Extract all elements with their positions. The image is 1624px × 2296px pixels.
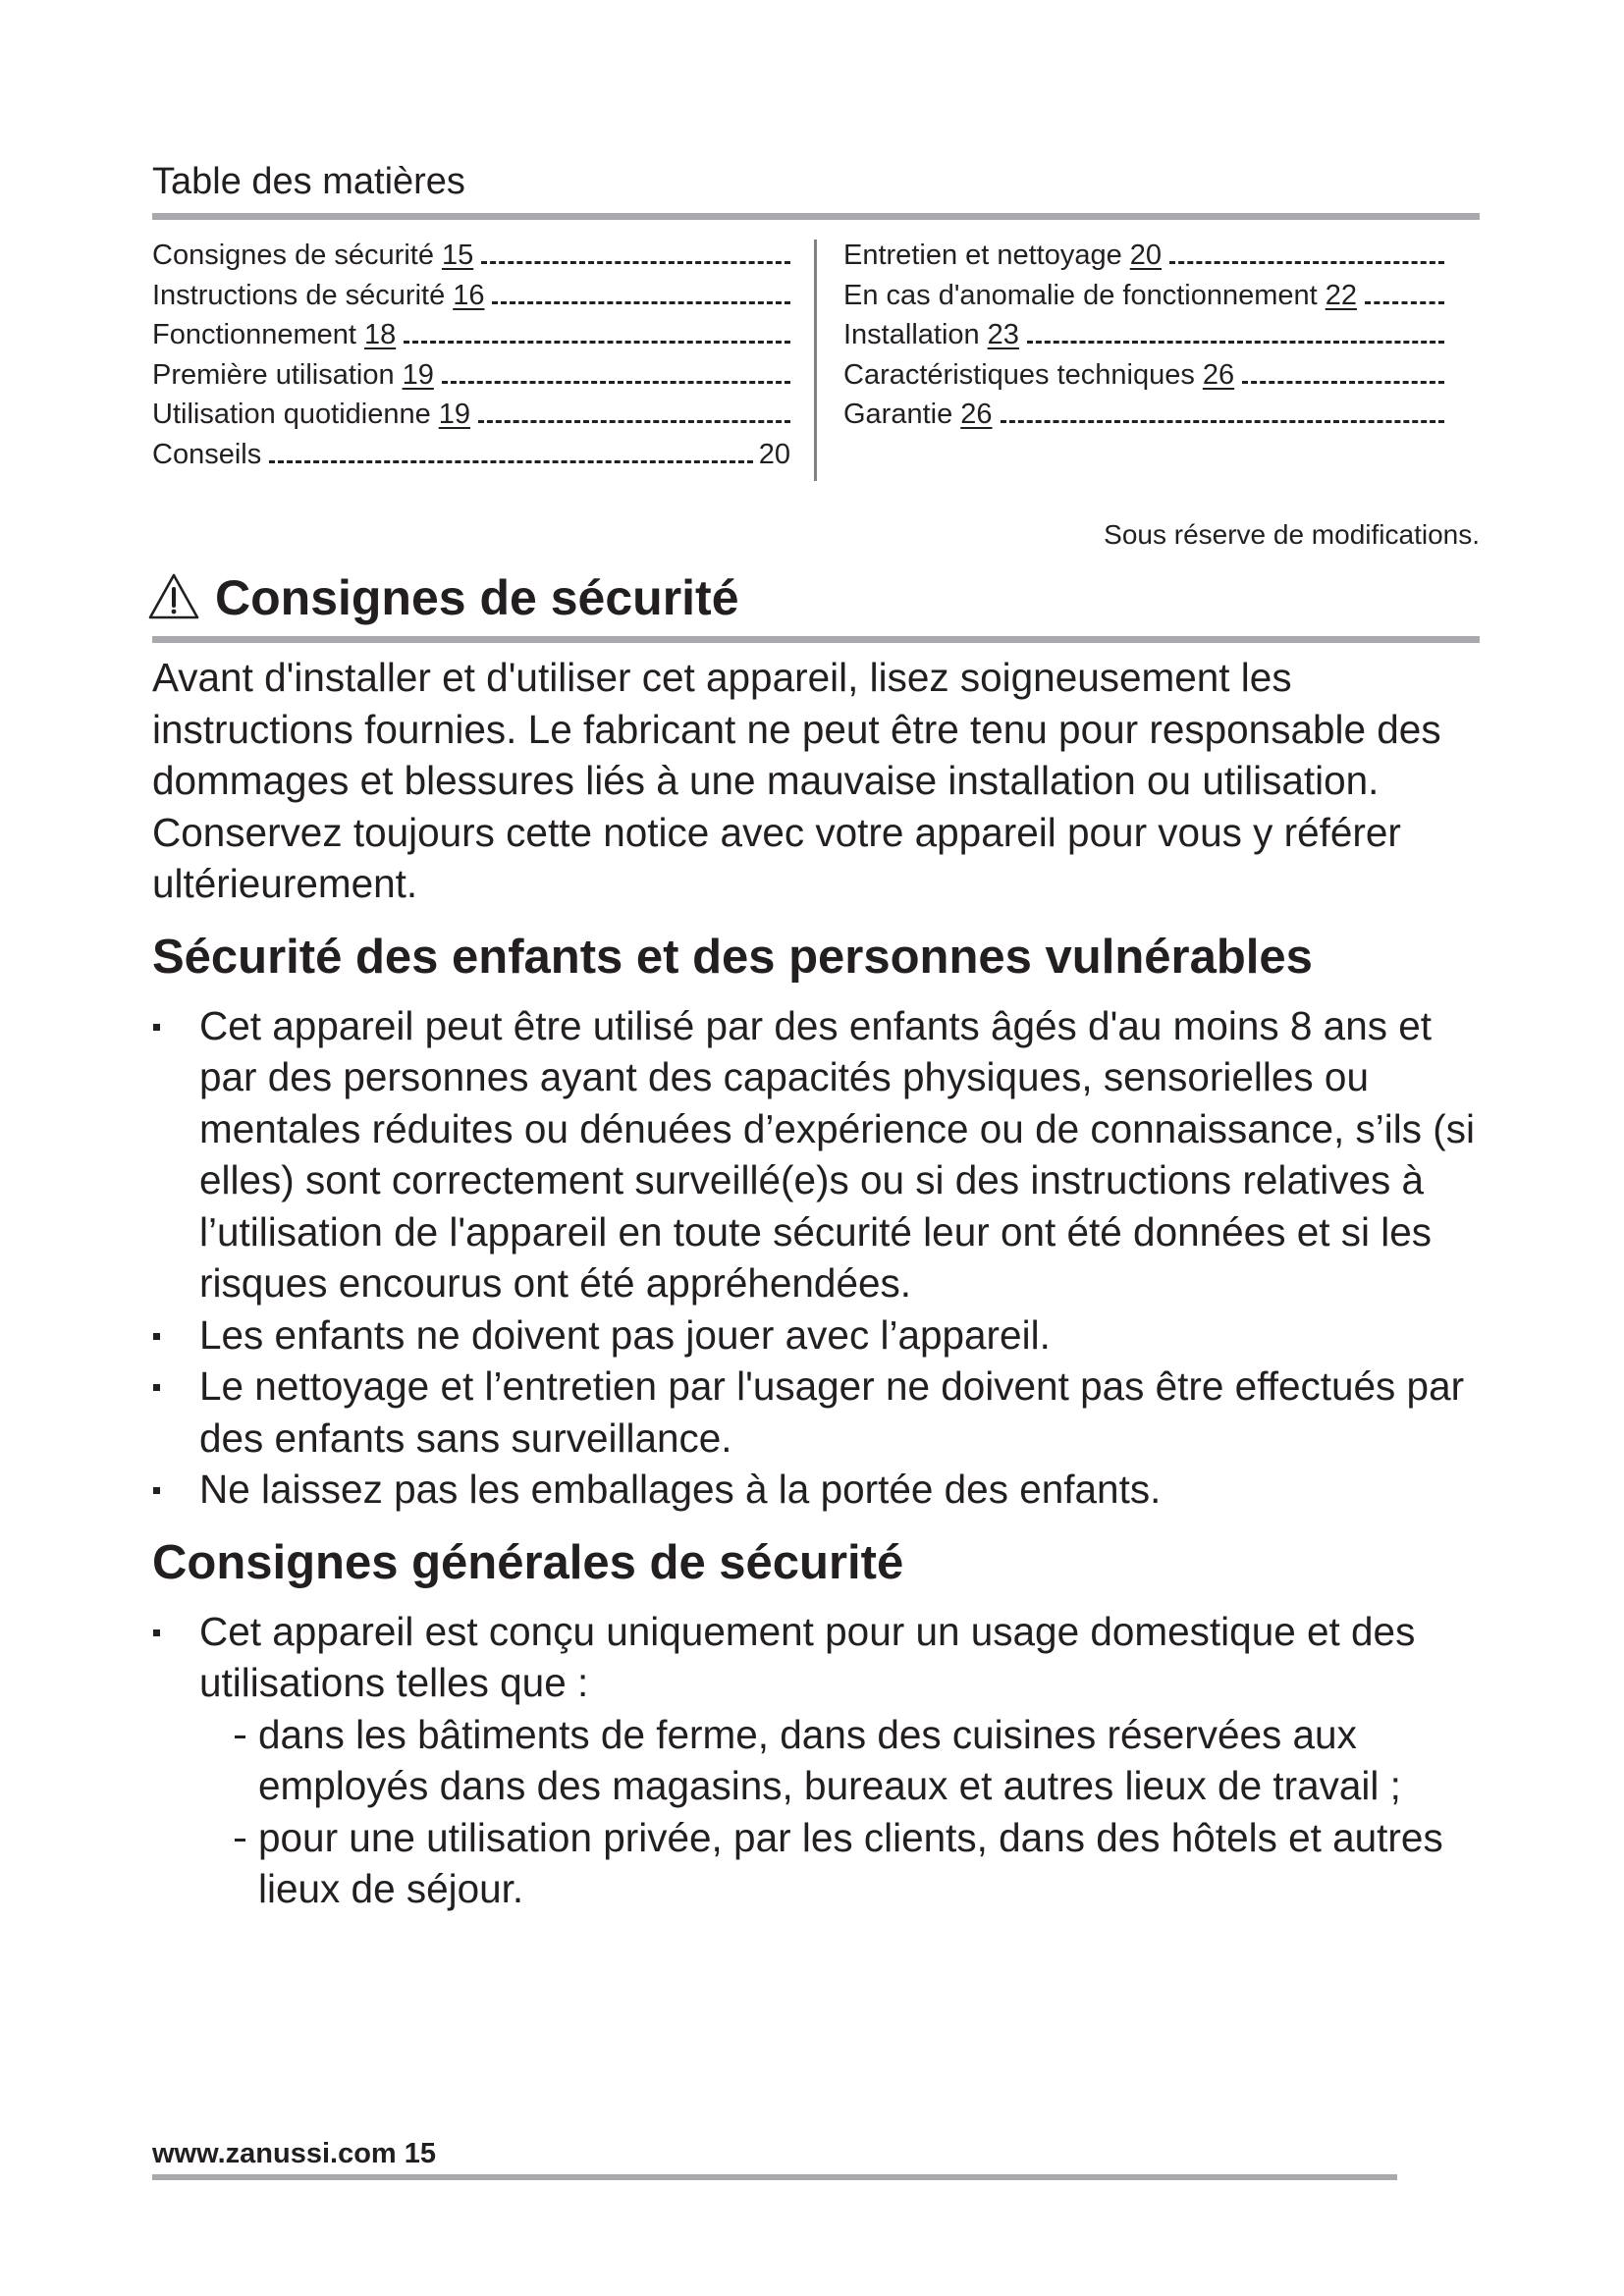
toc-heading-rule [152,213,1480,220]
sub-list-item: dans les bâtiments de ferme, dans des cuisines réservées aux employés dans des magasins, bureaux et autres lieux de travail ; [217,1709,1480,1812]
bullet-marker [153,1333,160,1340]
dash-marker [235,1839,245,1842]
toc-entry[interactable]: Caractéristiques techniques 26 [843,359,1444,400]
toc-entry[interactable]: En cas d'anomalie de fonctionnement 22 [843,280,1444,320]
list-item: Les enfants ne doivent pas jouer avec l’appareil. [152,1309,1480,1362]
footer-rule [152,2174,1397,2180]
toc-heading: Table des matières [152,161,465,202]
bullet-marker [153,1487,160,1494]
reserve-note: Sous réserve de modifications. [1104,519,1480,550]
safety-heading: Consignes de sécurité [215,570,739,625]
toc-left-column [152,240,790,479]
children-heading: Sécurité des enfants et des personnes vulnérables [152,930,1313,984]
list-item: Ne laissez pas les emballages à la portée des enfants. [152,1464,1480,1516]
general-heading: Consignes générales de sécurité [152,1535,904,1589]
list-item: Le nettoyage et l’entretien par l'usager ne doivent pas être effectués par des enfants sans surveillance. [152,1361,1480,1464]
toc-entry[interactable]: Garantie 26 [843,399,1444,439]
toc-entry[interactable]: Première utilisation 19 [152,359,790,400]
toc-entry[interactable]: Entretien et nettoyage 20 [843,240,1444,280]
bullet-marker [153,1024,160,1031]
toc-entry[interactable]: Conseils 20 [152,438,790,470]
warning-triangle-icon [147,572,200,621]
toc-right-column [843,240,1444,439]
sub-list-item: pour une utilisation privée, par les clients, dans des hôtels et autres lieux de séjour. [217,1812,1480,1915]
footer-website-page[interactable]: www.zanussi.com 15 [152,2138,437,2169]
bullet-marker [153,1629,160,1636]
toc-entry[interactable]: Fonctionnement 18 [152,319,790,359]
general-list [152,1606,1480,1915]
list-item: Cet appareil peut être utilisé par des enfants âgés d'au moins 8 ans et par des personnes ayant des capacités physiques, sensorielles ou mentales réduites ou dénuées d’expérience ou de connaissance, s’ils (si elles) sont correctement surveillé(e)s ou si des instructions relatives à l’utilisation de l'appareil en toute sécurité leur ont été données et si les risques encourus ont été appréhendées. [152,1000,1480,1309]
dash-marker [235,1735,245,1738]
toc-column-divider [814,240,817,481]
toc-entry[interactable]: Utilisation quotidienne 19 [152,399,790,439]
safety-intro: Avant d'installer et d'utiliser cet appareil, lisez soigneusement les instructions fournies. Le fabricant ne peut être tenu pour responsable des dommages et blessures liés à une mauvaise installation ou utilisation. Conservez toujours cette notice avec votre appareil pour vous y référer ultérieurement. [152,655,1441,906]
main-content [152,652,1480,1915]
safety-heading-rule [152,636,1480,643]
bullet-marker [153,1384,160,1391]
list-item: Cet appareil est conçu uniquement pour un usage domestique et des utilisations telles que : dans les bâtiments de ferme, dans des cuisines réservées aux employés dans des magasins, bureaux et autres lieux de travail ; pour une utilisation privée, par les clients, dans des hôtels et autres lieux de séjour. [152,1606,1480,1915]
general-sublist [199,1709,1480,1915]
children-list [152,1000,1480,1516]
toc-entry[interactable]: Consignes de sécurité 15 [152,240,790,280]
toc-entry[interactable]: Instructions de sécurité 16 [152,280,790,320]
toc-entry[interactable]: Installation 23 [843,319,1444,359]
